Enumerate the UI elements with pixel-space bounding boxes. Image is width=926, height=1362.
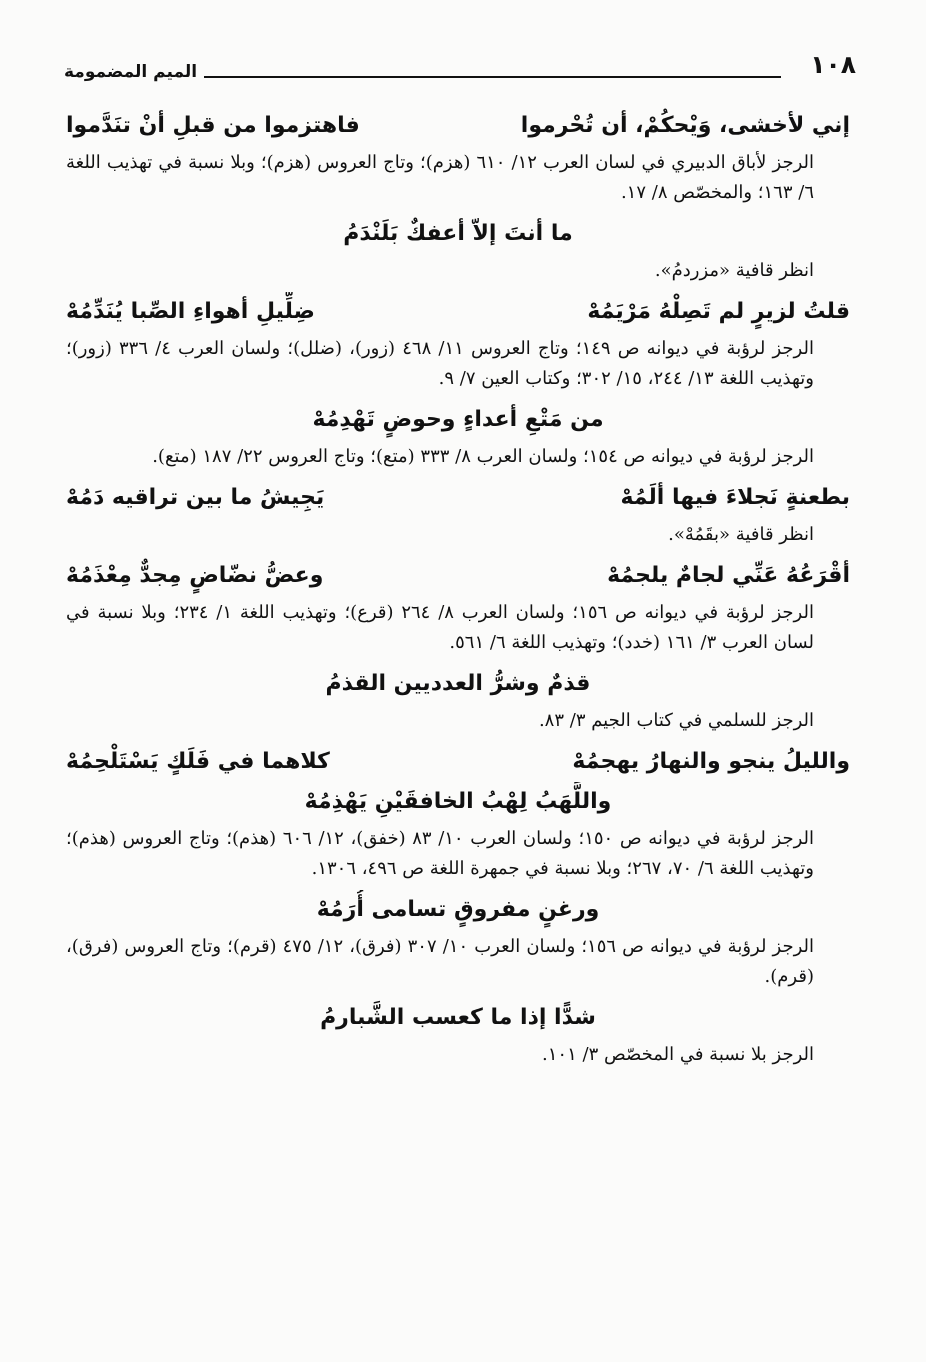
page-content (66, 106, 850, 1076)
verse-entry (66, 664, 850, 736)
first-hemistich: قلتُ لزيرٍ لم تَصِلْهُ مَرْيَمُهْ (587, 299, 850, 324)
first-hemistich: والليلُ ينجو والنهارُ يهجمُهْ (572, 749, 850, 774)
source-note: الرجز لرؤبة في ديوانه ص ١٤٩؛ وتاج العروس ١١/ ٤٦٨ (زور)، (ضلل)؛ ولسان العرب ٤/ ٣٣٦ (زور)؛ وتهذيب اللغة ١٣/ ٢٤٤، ١٥/ ٣٠٢؛ وكتاب العين ٧/ ٩. (66, 338, 814, 389)
verse-line (66, 400, 850, 440)
verse-entry (66, 890, 850, 992)
single-hemistich: واللَّهَبُ لِهْبُ الخافقَيْنِ يَهْذِمُهْ (304, 789, 612, 814)
verse-line (66, 890, 850, 930)
verse-entry (66, 106, 850, 208)
verse-line (66, 106, 850, 146)
verse-line (66, 556, 850, 596)
verse-line-continuation (66, 782, 850, 822)
source-note: انظر قافية «بقَمُهْ». (668, 524, 814, 545)
single-hemistich: قذمٌ وشرُّ العدديين القذمُ (325, 671, 591, 696)
second-hemistich: فاهتزموا من قبلِ أنْ تنَدَّموا (66, 113, 360, 138)
verse-line (66, 664, 850, 704)
verse-entry (66, 556, 850, 658)
source-note: الرجز لأباق الدبيري في لسان العرب ١٢/ ٦١٠ (هزم)؛ وتاج العروس (هزم)؛ وبلا نسبة في تهذيب اللغة ٦/ ١٦٣؛ والمخصّص ٨/ ١٧. (66, 152, 814, 203)
verse-entry (66, 998, 850, 1070)
first-hemistich: بطعنةٍ نَجلاءَ فيها ألَمُهْ (620, 485, 850, 510)
single-hemistich: شدًّا إذا ما كعسب الشَّبارمُ (320, 1005, 596, 1030)
verse-line (66, 998, 850, 1038)
verse-entry (66, 214, 850, 286)
single-hemistich: ورغنٍ مفروقٍ تسامى أُرَمُهْ (316, 897, 600, 922)
source-note: الرجز بلا نسبة في المخصّص ٣/ ١٠١. (542, 1044, 814, 1065)
verse-line (66, 742, 850, 782)
second-hemistich: يَجِيشُ ما بين تراقيه دَمُهْ (66, 485, 325, 510)
source-note: الرجز لرؤبة في ديوانه ص ١٥٠؛ ولسان العرب ١٠/ ٨٣ (خفق)، ١٢/ ٦٠٦ (هذم)؛ وتاج العروس (هذم)؛ وتهذيب اللغة ٦/ ٧٠، ٢٦٧؛ وبلا نسبة في جمهرة اللغة ص ٤٩٦، ١٣٠٦. (66, 828, 814, 879)
header-rule (204, 76, 781, 78)
verse-entry (66, 400, 850, 472)
source-note: الرجز لرؤبة في ديوانه ص ١٥٤؛ ولسان العرب ٨/ ٣٣٣ (متع)؛ وتاج العروس ٢٢/ ١٨٧ (متع). (152, 446, 814, 467)
source-note: انظر قافية «مزردمُ». (654, 260, 814, 281)
verse-line (66, 214, 850, 254)
verse-line (66, 292, 850, 332)
single-hemistich: من مَتْعِ أعداءٍ وحوضٍ تَهْدِمُهْ (312, 407, 604, 432)
verse-entry (66, 292, 850, 394)
verse-entry (66, 742, 850, 884)
page-number: ١٠٨ (810, 50, 856, 79)
second-hemistich: كلاهما في فَلَكٍ يَسْتَلْحِمُهْ (66, 749, 330, 774)
source-note: الرجز للسلمي في كتاب الجيم ٣/ ٨٣. (538, 710, 814, 731)
verse-entry (66, 478, 850, 550)
first-hemistich: أقْرَعُهُ عَنِّي لجامٌ يلجمُهْ (607, 563, 850, 588)
running-title: الميم المضمومة (64, 62, 198, 82)
second-hemistich: وعضُّ نضّاضٍ مِجدٌّ مِعْذَمُهْ (66, 563, 324, 588)
source-note: الرجز لرؤبة في ديوانه ص ١٥٦؛ ولسان العرب ١٠/ ٣٠٧ (فرق)، ١٢/ ٤٧٥ (قرم)؛ وتاج العروس (فرق)، (قرم). (66, 936, 814, 987)
second-hemistich: ضِلِّيلِ أهواءِ الصِّبا يُنَدِّمُهْ (66, 299, 315, 324)
first-hemistich: إني لأخشى، وَيْحكُمْ، أن تُحْرموا (520, 113, 850, 138)
source-note: الرجز لرؤبة في ديوانه ص ١٥٦؛ ولسان العرب ٨/ ٢٦٤ (قرع)؛ وتهذيب اللغة ١/ ٢٣٤؛ وبلا نسبة في لسان العرب ٣/ ١٦١ (خدد)؛ وتهذيب اللغة ٦/ ٥٦١. (66, 602, 814, 653)
single-hemistich: ما أنتَ إلاّ أعفكٌ بَلَنْدَمُ (343, 221, 573, 246)
verse-line (66, 478, 850, 518)
page-header (64, 48, 856, 84)
